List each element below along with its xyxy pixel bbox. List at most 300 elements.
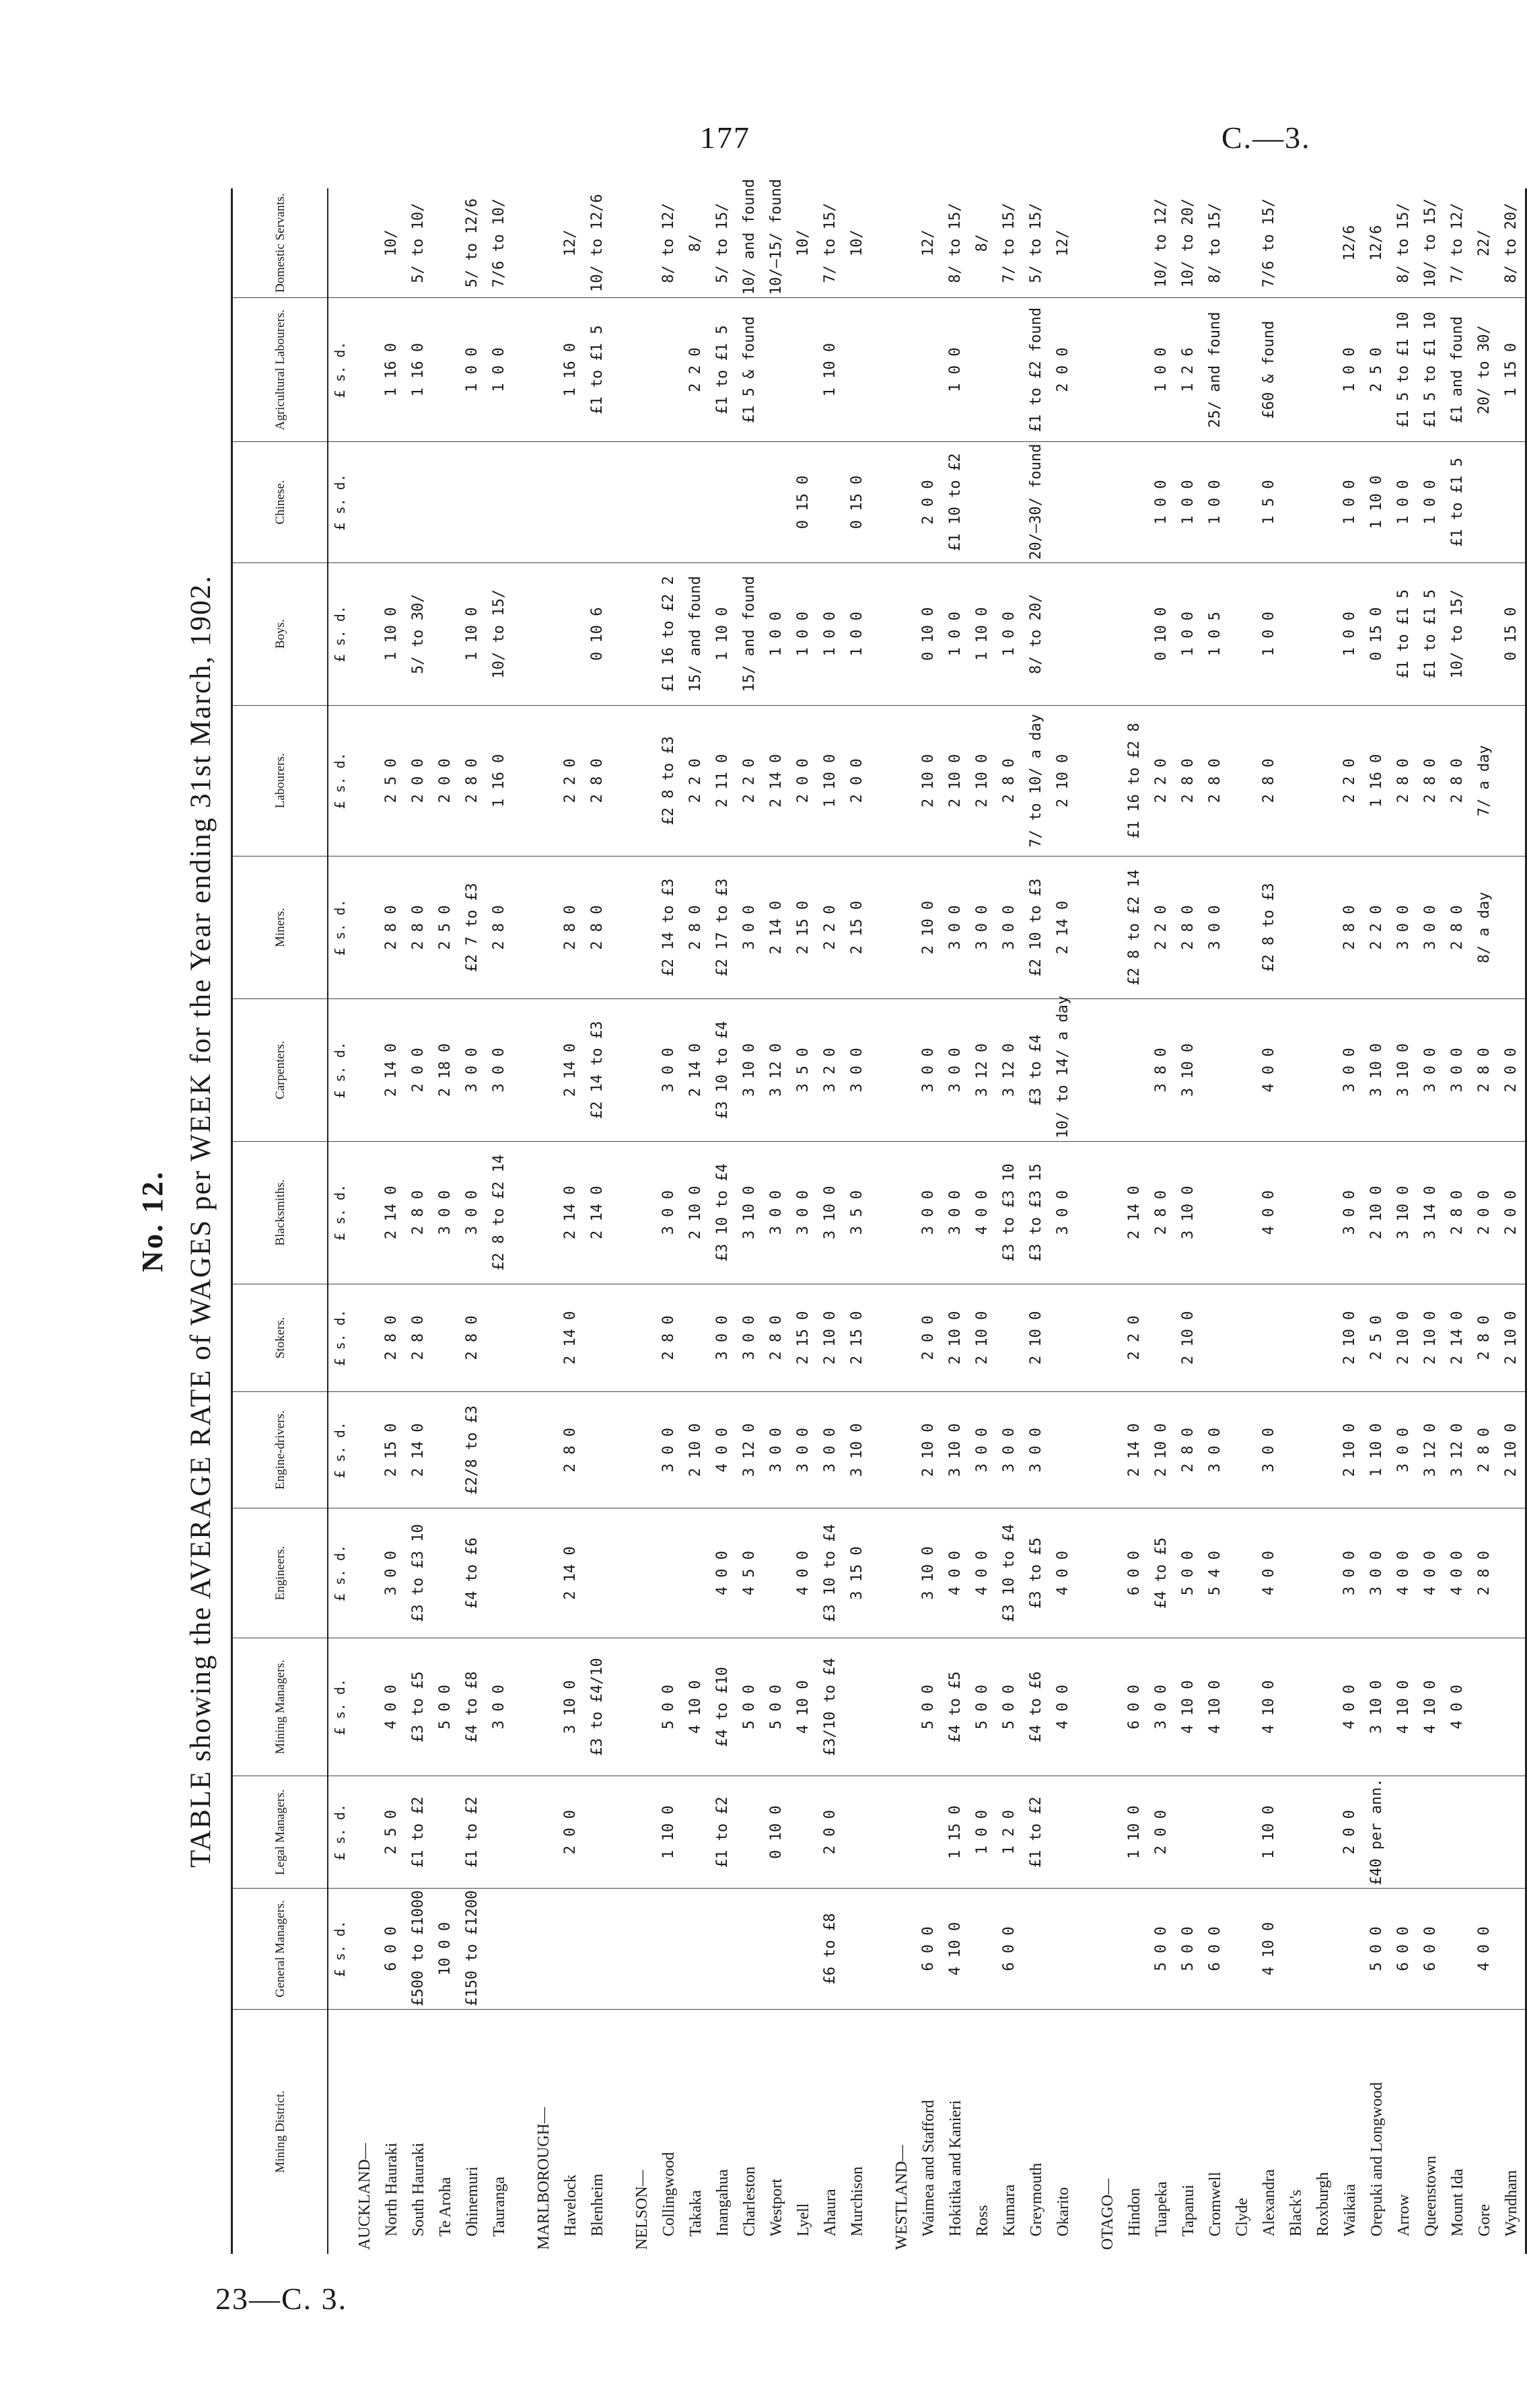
wage-cell (351, 705, 378, 856)
wage-cell: 5 0 0 (1363, 1889, 1390, 2010)
wage-cell: 2 10 0 (942, 705, 969, 856)
wage-cell (1202, 1284, 1229, 1391)
wage-cell: 4 0 0 (1256, 1141, 1283, 1284)
wage-cell: 8/ to 15/ (1390, 188, 1417, 298)
wage-cell (1077, 562, 1094, 705)
wage-cell: 3 10 0 (1363, 999, 1390, 1142)
wage-cell: £2 17 to £3 (709, 856, 736, 999)
wage-cell (1094, 1508, 1121, 1638)
wage-cell (629, 562, 655, 705)
district-name: Waikaia (1341, 2183, 1359, 2236)
wage-cell: 1 0 0 (942, 298, 969, 442)
wage-cell (888, 1889, 915, 2010)
wage-cell (736, 1889, 763, 2010)
wage-cell: 3 0 0 (655, 1141, 682, 1284)
wage-cell: £3 to £3 15 (1023, 1141, 1050, 1284)
wage-cell: 4 10 0 (942, 1889, 969, 2010)
district-name: Kumara (1001, 2184, 1018, 2236)
wage-cell: 0 10 0 (915, 562, 942, 705)
wage-cell: 2 14 0 (557, 999, 584, 1142)
wage-cell: 3 12 0 (969, 999, 996, 1142)
wage-cell: 3 12 0 (996, 999, 1023, 1142)
wage-cell: 2 10 0 (1363, 1141, 1390, 1284)
column-header: Legal Managers. (232, 1776, 328, 1889)
district-name: Ohinemuri (464, 2166, 481, 2236)
wage-cell (629, 1889, 655, 2010)
wage-cell: 2 2 0 (557, 705, 584, 856)
wage-cell (682, 1889, 709, 2010)
wage-cell: 2 10 0 (1175, 1284, 1202, 1391)
wage-cell (1310, 1508, 1337, 1638)
column-header: Engine-drivers. (232, 1392, 328, 1508)
wage-cell (1444, 1776, 1471, 1889)
wage-cell (611, 1141, 629, 1284)
wage-cell: 2 8 0 (405, 1141, 432, 1284)
wage-cell: 2 8 0 (584, 705, 611, 856)
wage-cell: 3 0 0 (1337, 1508, 1363, 1638)
wage-cell (1337, 1889, 1363, 2010)
region-name: OTAGO— (1099, 2178, 1116, 2250)
wage-cell: £1 to £2 found (1023, 298, 1050, 442)
wage-cell (1256, 1284, 1283, 1391)
column-header: Labourers. (232, 705, 328, 856)
wage-cell: 4 0 0 (1256, 999, 1283, 1142)
wage-cell: 5 4 0 (1202, 1508, 1229, 1638)
wage-cell (763, 442, 790, 563)
wage-cell (513, 1141, 530, 1284)
wage-cell: 1 15 0 (1498, 298, 1526, 442)
wage-cell: £2/8 to £3 (459, 1392, 486, 1508)
wage-cell: 1 10 0 (709, 562, 736, 705)
wage-cell (888, 1392, 915, 1508)
wage-cell (871, 562, 888, 705)
wage-cell: 5 0 0 (1175, 1889, 1202, 2010)
wage-cell (1310, 705, 1337, 856)
wage-cell: 3 12 0 (1417, 1392, 1444, 1508)
wage-cell (1444, 1889, 1471, 2010)
wage-cell: 0 10 6 (584, 562, 611, 705)
wage-cell: 3 0 0 (969, 856, 996, 999)
wage-cell: 2 8 0 (1175, 705, 1202, 856)
wage-cell: 2 2 0 (817, 856, 844, 999)
district-name: Queenstown (1422, 2156, 1440, 2236)
wage-cell: 3 0 0 (459, 999, 486, 1142)
wage-cell: £2 7 to £3 (459, 856, 486, 999)
wage-cell: 3 0 0 (655, 1392, 682, 1508)
wage-cell: 2 0 0 (817, 1776, 844, 1889)
wage-cell: 2 10 0 (817, 1284, 844, 1391)
wage-cell: £3 10 to £4 (817, 1508, 844, 1638)
district-name: Okarito (1055, 2187, 1072, 2236)
wage-cell: £4 to £8 (459, 1638, 486, 1776)
wage-cell: 2 2 0 (1121, 1284, 1148, 1391)
wage-cell (682, 442, 709, 563)
wage-cell: 5/ to 15/ (1023, 188, 1050, 298)
wage-cell (1310, 562, 1337, 705)
table-row (682, 188, 709, 2254)
wage-cell: £3 to £4/10 (584, 1638, 611, 1776)
wage-cell: 2 8 0 (405, 856, 432, 999)
spacer-row (513, 188, 530, 2254)
wage-cell: 3 0 0 (763, 1392, 790, 1508)
wage-cell: 3 0 0 (432, 1141, 459, 1284)
wage-cell: 2 8 0 (459, 1284, 486, 1391)
column-header: Domestic Servants. (232, 188, 328, 298)
wage-cell (1121, 298, 1148, 442)
wage-cell (351, 999, 378, 1142)
wage-cell: 3 0 0 (486, 999, 513, 1142)
wage-cell (888, 856, 915, 999)
wage-cell (513, 1392, 530, 1508)
column-header: Agricultural Labourers. (232, 298, 328, 442)
wage-cell: 2 14 0 (1444, 1284, 1471, 1391)
wage-cell (1094, 1141, 1121, 1284)
wage-cell: 1 0 0 (1175, 442, 1202, 563)
district-name: Ross (974, 2205, 991, 2236)
wage-cell: 1 10 0 (969, 562, 996, 705)
units-cell: £ s. d. (328, 298, 351, 442)
wage-cell: 1 10 0 (817, 298, 844, 442)
wage-cell: 5/ to 30/ (405, 562, 432, 705)
wage-cell: £4 to £6 (1023, 1638, 1050, 1776)
wage-cell: 1 10 0 (378, 562, 405, 705)
wage-cell: 7/ to 15/ (817, 188, 844, 298)
wage-cell: 10/ to 15/ (1417, 188, 1444, 298)
wage-cell: 8/ a day (1471, 856, 1498, 999)
wage-cell: 2 2 0 (1363, 856, 1390, 999)
wage-cell: £3 10 to £4 (709, 999, 736, 1142)
wage-cell: 15/ and found (682, 562, 709, 705)
wage-cell (736, 442, 763, 563)
wage-cell: 3 10 0 (1390, 1141, 1417, 1284)
wage-cell (1229, 298, 1256, 442)
table-row (1023, 188, 1050, 2254)
wage-cell: 20/–30/ found (1023, 442, 1050, 563)
wage-cell: 2 8 0 (1471, 1392, 1498, 1508)
wage-cell: 10/ to 14/ a day (1050, 999, 1077, 1142)
district-name: Charleston (741, 2166, 758, 2236)
wage-cell: £3 to £5 (1023, 1508, 1050, 1638)
wage-cell (611, 442, 629, 563)
wage-cell: 2 14 0 (557, 1508, 584, 1638)
wage-cell (1283, 999, 1310, 1142)
wage-cell: 4 10 0 (1417, 1638, 1444, 1776)
wage-cell (611, 1889, 629, 2010)
wage-cell (871, 856, 888, 999)
wage-cell: 2 10 0 (969, 1284, 996, 1391)
wage-cell: 1 10 0 (1121, 1776, 1148, 1889)
table-body (328, 179, 1526, 2254)
wage-cell: 2 15 0 (844, 856, 871, 999)
wage-cell (351, 188, 378, 298)
wage-cell (1094, 705, 1121, 856)
wage-cell: 22/ (1471, 188, 1498, 298)
region-name: NELSON— (633, 2170, 651, 2250)
wage-cell: 5/ to 15/ (709, 188, 736, 298)
wage-cell: £1 to £2 (459, 1776, 486, 1889)
wage-cell: 1 0 0 (459, 298, 486, 442)
wage-cell (1310, 298, 1337, 442)
wage-cell: 2 14 0 (557, 1141, 584, 1284)
wage-cell: 4 0 0 (1050, 1638, 1077, 1776)
wage-cell: 12/6 (1363, 188, 1390, 298)
units-cell (328, 2009, 351, 2254)
wage-cell: 3 0 0 (1337, 999, 1363, 1142)
wage-cell: 2 0 0 (1471, 1141, 1498, 1284)
table-row (432, 188, 459, 2254)
wage-cell (611, 856, 629, 999)
wage-cell (1283, 562, 1310, 705)
wage-cell (871, 1392, 888, 1508)
wage-cell (655, 1508, 682, 1638)
column-header: Mining District. (232, 2009, 328, 2254)
wage-cell: 0 15 0 (1363, 562, 1390, 705)
wage-cell: 4 10 0 (1256, 1638, 1283, 1776)
wage-cell (1050, 562, 1077, 705)
wage-cell (530, 1508, 557, 1638)
wage-cell: 4 0 0 (1444, 1638, 1471, 1776)
column-header: Chinese. (232, 442, 328, 563)
wage-cell (682, 1284, 709, 1391)
wage-cell (513, 1889, 530, 2010)
column-header: Engineers. (232, 1508, 328, 1638)
wage-cell (1077, 188, 1094, 298)
wage-cell (557, 442, 584, 563)
wage-cell: 3 12 0 (763, 999, 790, 1142)
wage-cell: 4 10 0 (1175, 1638, 1202, 1776)
units-cell: £ s. d. (328, 1141, 351, 1284)
spacer-row (1077, 188, 1094, 2254)
wage-cell (871, 1508, 888, 1638)
wage-cell: 2 0 0 (405, 705, 432, 856)
wage-cell (1077, 999, 1094, 1142)
wage-cell: 3 0 0 (790, 1392, 817, 1508)
wage-cell (888, 562, 915, 705)
wage-cell: £1 to £1 5 (1444, 442, 1471, 563)
table-row (1229, 188, 1256, 2254)
wage-cell (513, 1776, 530, 1889)
wage-cell (351, 1889, 378, 2010)
wage-cell: 12/ (915, 188, 942, 298)
wage-cell: 4 10 0 (1256, 1889, 1283, 2010)
column-header: Blacksmiths. (232, 1141, 328, 1284)
wage-cell: 2 8 0 (763, 1284, 790, 1391)
document-number: No. 12. (136, 1170, 169, 1272)
wage-cell: 0 15 0 (1498, 562, 1526, 705)
wage-cell: 8/ to 15/ (942, 188, 969, 298)
wage-cell (486, 1508, 513, 1638)
wage-cell: 2 0 0 (405, 999, 432, 1142)
wage-cell: £1 to £1 5 (584, 298, 611, 442)
wage-cell: £1 5 to £1 10 (1390, 298, 1417, 442)
wage-cell: 2 5 0 (378, 1776, 405, 1889)
wage-cell: 3 14 0 (1417, 1141, 1444, 1284)
wage-cell (996, 298, 1023, 442)
units-cell: £ s. d. (328, 1392, 351, 1508)
wage-cell (629, 705, 655, 856)
wage-cell: 1 16 0 (1363, 705, 1390, 856)
wage-cell (1310, 1776, 1337, 1889)
wage-cell (1283, 188, 1310, 298)
wage-cell (1229, 442, 1256, 563)
wage-cell: 1 10 0 (1363, 1392, 1390, 1508)
wage-cell (871, 188, 888, 298)
wage-cell (513, 999, 530, 1142)
wage-cell: 1 0 0 (1202, 442, 1229, 563)
wage-cell (1077, 1284, 1094, 1391)
wage-cell: 10 0 0 (432, 1889, 459, 2010)
wage-cell: £1 to £1 5 (709, 298, 736, 442)
wage-cell: 4 0 0 (1337, 1638, 1363, 1776)
table-row (655, 188, 682, 2254)
wage-cell: 2 10 0 (1148, 1392, 1175, 1508)
wage-cell: 3 0 0 (915, 1141, 942, 1284)
table-row (459, 188, 486, 2254)
table-row (1310, 188, 1337, 2254)
wage-cell (530, 1776, 557, 1889)
wage-cell (1498, 442, 1526, 563)
wage-cell (530, 188, 557, 298)
wage-cell: 2 11 0 (709, 705, 736, 856)
wage-cell (1310, 1889, 1337, 2010)
wage-cell (405, 442, 432, 563)
wage-cell: £3/10 to £4 (817, 1638, 844, 1776)
wage-cell: 1 10 0 (459, 562, 486, 705)
table-row (1363, 188, 1390, 2254)
wage-cell: 10/ to 15/ (1444, 562, 1471, 705)
wage-cell: 3 0 0 (486, 1638, 513, 1776)
wage-cell (844, 1889, 871, 2010)
wage-cell (888, 188, 915, 298)
wage-cell: 1 0 0 (996, 562, 1023, 705)
wage-cell: 2 8 0 (1175, 856, 1202, 999)
wage-cell: 3 2 0 (817, 999, 844, 1142)
wage-cell: 4 0 0 (709, 1508, 736, 1638)
wage-cell: 3 0 0 (709, 1284, 736, 1391)
wage-cell: £150 to £1200 (459, 1889, 486, 2010)
wage-cell (1229, 1508, 1256, 1638)
wage-cell (1202, 1776, 1229, 1889)
wage-cell: £3 10 to £4 (996, 1508, 1023, 1638)
spacer-row (611, 188, 629, 2254)
wage-cell (844, 1776, 871, 1889)
wage-cell: £3 to £3 10 (996, 1141, 1023, 1284)
wage-cell: 1 0 0 (969, 1776, 996, 1889)
wage-cell: 2 5 0 (432, 856, 459, 999)
wage-cell (432, 442, 459, 563)
wage-cell: 2 15 0 (790, 856, 817, 999)
wage-cell (1229, 1638, 1256, 1776)
wage-cell (817, 442, 844, 563)
wage-cell (1202, 1141, 1229, 1284)
wage-cell: 4 0 0 (969, 1508, 996, 1638)
units-cell: £ s. d. (328, 442, 351, 563)
wage-cell: 0 10 0 (1148, 562, 1175, 705)
wage-cell: 1 2 0 (996, 1776, 1023, 1889)
wage-cell (1229, 856, 1256, 999)
wage-cell: £60 & found (1256, 298, 1283, 442)
wage-cell: 4 0 0 (790, 1508, 817, 1638)
wage-cell (844, 298, 871, 442)
region-name: WESTLAND— (893, 2145, 911, 2250)
wage-cell (611, 188, 629, 298)
wage-cell (888, 298, 915, 442)
wage-cell (1050, 1284, 1077, 1391)
table-row (736, 188, 763, 2254)
wage-cell (611, 705, 629, 856)
column-header: Mining Managers. (232, 1638, 328, 1776)
district-name: Inangahua (714, 2169, 732, 2236)
wage-cell: 5 0 0 (1175, 1508, 1202, 1638)
wage-cell: 15/ and found (736, 562, 763, 705)
wage-cell: £2 10 to £3 (1023, 856, 1050, 999)
wage-cell (1283, 1508, 1310, 1638)
units-row (328, 188, 351, 2254)
district-name: Alexandra (1260, 2169, 1278, 2236)
wage-cell: 3 10 0 (942, 1392, 969, 1508)
wage-cell (1229, 1889, 1256, 2010)
wage-cell: 3 0 0 (1202, 856, 1229, 999)
wage-cell: 3 0 0 (1363, 1508, 1390, 1638)
district-name (513, 2009, 530, 2254)
region-row (530, 188, 557, 2254)
column-header: Stokers. (232, 1284, 328, 1391)
wage-cell (378, 442, 405, 563)
wage-cell (996, 442, 1023, 563)
wage-cell: 1 16 0 (378, 298, 405, 442)
wage-cell (513, 856, 530, 999)
wage-cell (1094, 1889, 1121, 2010)
wage-cell: £1 to £2 (1023, 1776, 1050, 1889)
wage-cell: 3 12 0 (736, 1392, 763, 1508)
wage-cell: 5 0 0 (736, 1638, 763, 1776)
wage-cell: £4 to £5 (1148, 1508, 1175, 1638)
wage-cell: 4 10 0 (682, 1638, 709, 1776)
wage-cell: 3 0 0 (1256, 1392, 1283, 1508)
wage-cell (1417, 1776, 1444, 1889)
wage-cell (486, 1284, 513, 1391)
wage-cell: 10/ (790, 188, 817, 298)
wage-cell: 2 8 0 (557, 856, 584, 999)
wage-cell (351, 562, 378, 705)
wage-cell: 6 0 0 (1121, 1508, 1148, 1638)
wage-cell: 2 0 0 (1050, 298, 1077, 442)
wage-cell: 2 14 0 (763, 705, 790, 856)
wage-cell: 2 8 0 (1337, 856, 1363, 999)
wage-cell: 2 14 0 (682, 999, 709, 1142)
wage-cell: 1 10 0 (817, 705, 844, 856)
wage-cell (1050, 442, 1077, 563)
wage-cell (763, 1508, 790, 1638)
wage-cell (1229, 1392, 1256, 1508)
wage-cell: 4 10 0 (790, 1638, 817, 1776)
wage-cell (1094, 442, 1121, 563)
wage-cell: 8/ to 20/ (1498, 188, 1526, 298)
wage-cell: 1 0 0 (844, 562, 871, 705)
wage-cell (432, 298, 459, 442)
wage-cell (1050, 1776, 1077, 1889)
wage-cell (871, 999, 888, 1142)
wage-cell: 3 0 0 (378, 1508, 405, 1638)
wage-cell (611, 1392, 629, 1508)
wage-cell: 2 8 0 (584, 856, 611, 999)
wage-cell: £1 and found (1444, 298, 1471, 442)
wage-cell (1094, 999, 1121, 1142)
wage-cell (1094, 1392, 1121, 1508)
table-row (1121, 188, 1148, 2254)
wage-cell: 4 0 0 (1050, 1508, 1077, 1638)
wage-cell: 5 0 0 (432, 1638, 459, 1776)
